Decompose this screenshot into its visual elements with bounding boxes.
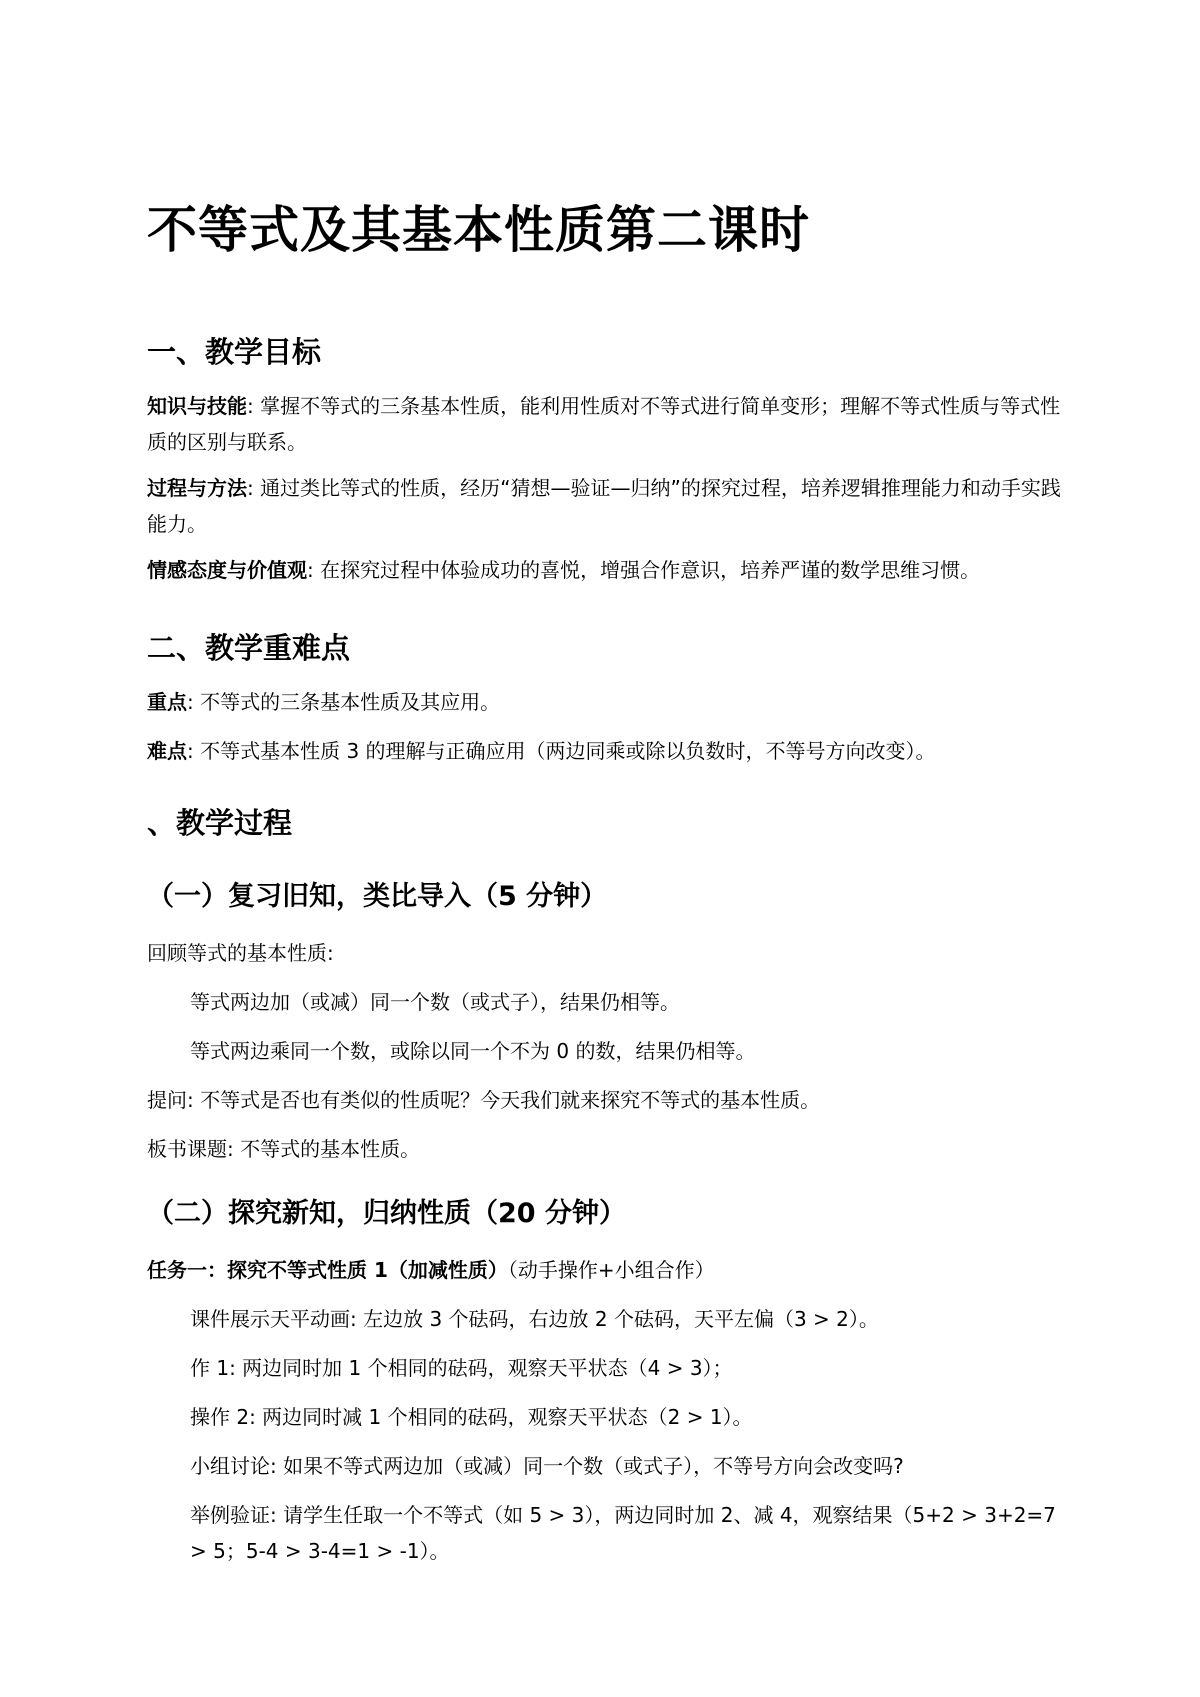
key-point-text: : 不等式的三条基本性质及其应用。 [187,690,501,714]
task-one-note: （动手操作+小组合作） [507,1258,715,1282]
task-step: 作 1: 两边同时加 1 个相同的砝码，观察天平状态（4 > 3）； [190,1356,733,1380]
difficult-point-label: 难点 [147,739,187,763]
objective-text: : 在探究过程中体验成功的喜悦，增强合作意识，培养严谨的数学思维习惯。 [307,558,981,582]
difficult-point [147,733,1067,769]
review-property-add: 等式两边加（或减）同一个数（或式子），结果仍相等。 [190,990,680,1014]
key-point [147,684,1067,720]
subsection-heading-review: （一）复习旧知，类比导入（5 分钟） [147,881,608,912]
review-intro: 回顾等式的基本性质: [147,941,334,965]
section-heading-objectives: 一、教学目标 [147,335,322,369]
document-title: 不等式及其基本性质第二课时 [147,201,810,259]
key-point-label: 重点 [147,690,187,714]
objective-label: 知识与技能 [147,394,247,418]
review-question: 提问: 不等式是否也有类似的性质呢？今天我们就来探究不等式的基本性质。 [147,1088,821,1112]
task-step: 操作 2: 两边同时减 1 个相同的砝码，观察天平状态（2 > 1）。 [190,1405,753,1429]
section-heading-key-points: 二、教学重难点 [147,631,351,665]
section-heading-process: 、教学过程 [147,806,293,840]
objective-knowledge [147,388,1067,460]
task-step: 课件展示天平动画: 左边放 3 个砝码，右边放 2 个砝码，天平左偏（3 > 2）。 [190,1307,879,1331]
objective-text: : 通过类比等式的性质，经历“猜想—验证—归纳”的探究过程，培养逻辑推理能力和动手实践能力。 [147,476,1061,536]
task-one [147,1252,1067,1288]
difficult-point-text: : 不等式基本性质 3 的理解与正确应用（两边同乘或除以负数时，不等号方向改变）。 [187,739,936,763]
objective-label: 过程与方法 [147,476,247,500]
subsection-heading-explore: （二）探究新知，归纳性质（20 分钟） [147,1198,626,1229]
review-board-title: 板书课题: 不等式的基本性质。 [147,1137,421,1161]
objective-text: : 掌握不等式的三条基本性质，能利用性质对不等式进行简单变形；理解不等式性质与等式性质的区别与联系。 [147,394,1061,454]
task-one-label: 任务一：探究不等式性质 1（加减性质） [147,1258,508,1282]
task-step: 小组讨论: 如果不等式两边加（或减）同一个数（或式子），不等号方向会改变吗? [190,1454,904,1478]
review-property-multiply: 等式两边乘同一个数，或除以同一个不为 0 的数，结果仍相等。 [190,1039,756,1063]
objective-attitude [147,552,1067,588]
objective-label: 情感态度与价值观 [147,558,307,582]
task-step: 举例验证: 请学生任取一个不等式（如 5 > 3），两边同时加 2、减 4，观察结果（5+2 > 3+2=7 > 5；5-4 > 3-4=1 > -1）。 [190,1503,1056,1563]
objective-process [147,470,1067,542]
